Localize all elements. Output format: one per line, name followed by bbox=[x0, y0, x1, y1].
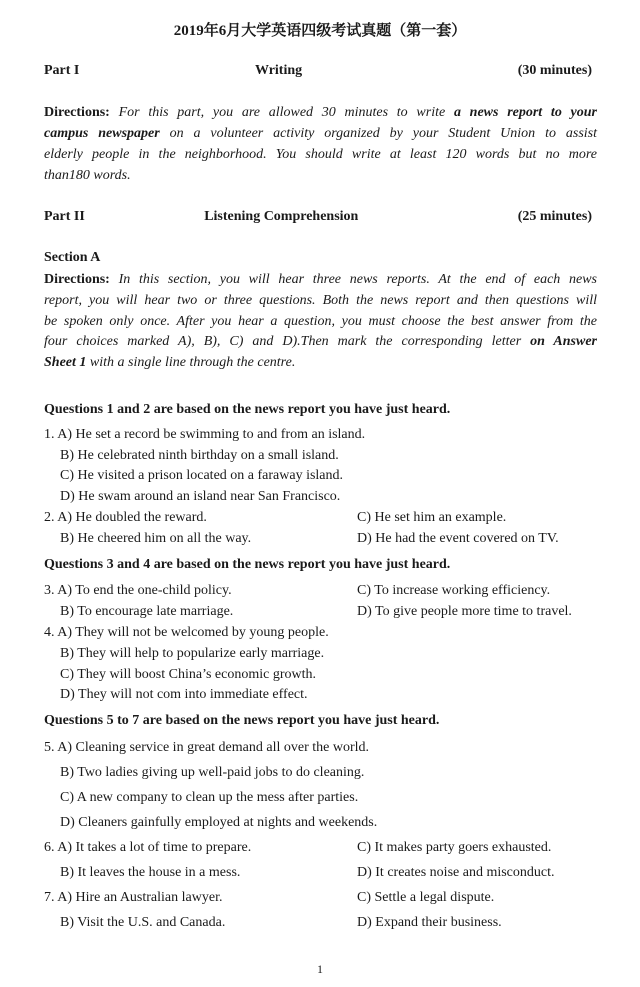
part1-directions-line4: than180 words. bbox=[44, 168, 131, 183]
q4-option-a: 4. A) They will not be welcomed by young people. bbox=[44, 625, 329, 640]
directions-text: In this section, you will hear three news reports. At the end of each news bbox=[118, 272, 597, 287]
q1-option-d: D) He swam around an island near San Francisco. bbox=[60, 489, 341, 504]
page-title: 2019年6月大学英语四级考试真题（第一套） bbox=[173, 23, 467, 39]
q6-option-a: 6. A) It takes a lot of time to prepare. bbox=[44, 840, 252, 855]
part2-time: (25 minutes) bbox=[517, 209, 592, 224]
q2-option-c: C) He set him an example. bbox=[357, 510, 507, 525]
q4-option-c: C) They will boost China’s economic growth. bbox=[60, 667, 316, 682]
q3-option-c: C) To increase working efficiency. bbox=[357, 583, 551, 598]
directions-text: four choices marked A), B), C) and D).Then mark the corresponding letter bbox=[44, 334, 531, 349]
q7-option-a: 7. A) Hire an Australian lawyer. bbox=[44, 890, 223, 905]
part2-directions-line1 bbox=[44, 272, 597, 288]
directions-emphasis: Sheet 1 bbox=[44, 355, 87, 370]
part1-directions-line3: elderly people in the neighborhood. You should write at least 120 words but no more bbox=[44, 147, 597, 162]
directions-text: For this part, you are allowed 30 minutes to write bbox=[118, 105, 454, 120]
q6-option-b: B) It leaves the house in a mess. bbox=[60, 865, 241, 880]
part1-label: Part I bbox=[44, 63, 80, 78]
part2-directions-line4 bbox=[44, 334, 597, 350]
q3-option-a: 3. A) To end the one-child policy. bbox=[44, 583, 232, 598]
q7-option-d: D) Expand their business. bbox=[357, 915, 502, 930]
section-a-heading: Section A bbox=[44, 250, 101, 265]
q7-option-c: C) Settle a legal dispute. bbox=[357, 890, 495, 905]
question-group-heading: Questions 3 and 4 are based on the news report you have just heard. bbox=[44, 557, 451, 572]
part2-name: Listening Comprehension bbox=[204, 209, 359, 224]
q5-option-d: D) Cleaners gainfully employed at nights and weekends. bbox=[60, 815, 378, 830]
directions-label: Directions: bbox=[44, 105, 110, 120]
part1-time: (30 minutes) bbox=[517, 63, 592, 78]
q2-option-d: D) He had the event covered on TV. bbox=[357, 531, 559, 546]
part2-directions-line5 bbox=[44, 355, 295, 371]
q4-option-d: D) They will not com into immediate effect. bbox=[60, 687, 308, 702]
question-group-heading: Questions 1 and 2 are based on the news report you have just heard. bbox=[44, 402, 451, 417]
q3-option-b: B) To encourage late marriage. bbox=[60, 604, 234, 619]
part1-header bbox=[44, 63, 592, 79]
q2-option-a: 2. A) He doubled the reward. bbox=[44, 510, 207, 525]
q5-option-b: B) Two ladies giving up well-paid jobs to do cleaning. bbox=[60, 765, 365, 780]
directions-emphasis: campus newspaper bbox=[44, 126, 160, 141]
q7-option-b: B) Visit the U.S. and Canada. bbox=[60, 915, 226, 930]
q5-option-a: 5. A) Cleaning service in great demand all over the world. bbox=[44, 740, 370, 755]
part2-directions-line3: be spoken only once. After you hear a question, you must choose the best answer from the bbox=[44, 314, 597, 329]
q6-option-d: D) It creates noise and misconduct. bbox=[357, 865, 555, 880]
q4-option-b: B) They will help to popularize early marriage. bbox=[60, 646, 325, 661]
q6-option-c: C) It makes party goers exhausted. bbox=[357, 840, 552, 855]
part1-directions-line1 bbox=[44, 105, 597, 121]
q1-option-a: 1. A) He set a record be swimming to and from an island. bbox=[44, 427, 366, 442]
q5-option-c: C) A new company to clean up the mess after parties. bbox=[60, 790, 359, 805]
part2-header bbox=[44, 209, 592, 225]
part2-directions-line2: report, you will hear two or three questions. Both the news report and then questions will bbox=[44, 293, 597, 308]
directions-text: on a volunteer activity organized by your Student Union to assist bbox=[159, 126, 597, 141]
directions-text: with a single line through the centre. bbox=[86, 355, 296, 370]
q1-option-b: B) He celebrated ninth birthday on a small island. bbox=[60, 448, 339, 463]
part2-label: Part II bbox=[44, 209, 85, 224]
part1-name: Writing bbox=[254, 63, 303, 78]
q3-option-d: D) To give people more time to travel. bbox=[357, 604, 572, 619]
directions-emphasis: on Answer bbox=[530, 334, 597, 349]
q1-option-c: C) He visited a prison located on a faraway island. bbox=[60, 468, 344, 483]
question-group-heading: Questions 5 to 7 are based on the news report you have just heard. bbox=[44, 713, 440, 728]
page-number: 1 bbox=[317, 962, 323, 976]
q2-option-b: B) He cheered him on all the way. bbox=[60, 531, 252, 546]
part1-directions-line2 bbox=[44, 126, 597, 142]
directions-emphasis: a news report to your bbox=[453, 105, 598, 120]
directions-label: Directions: bbox=[44, 272, 110, 287]
